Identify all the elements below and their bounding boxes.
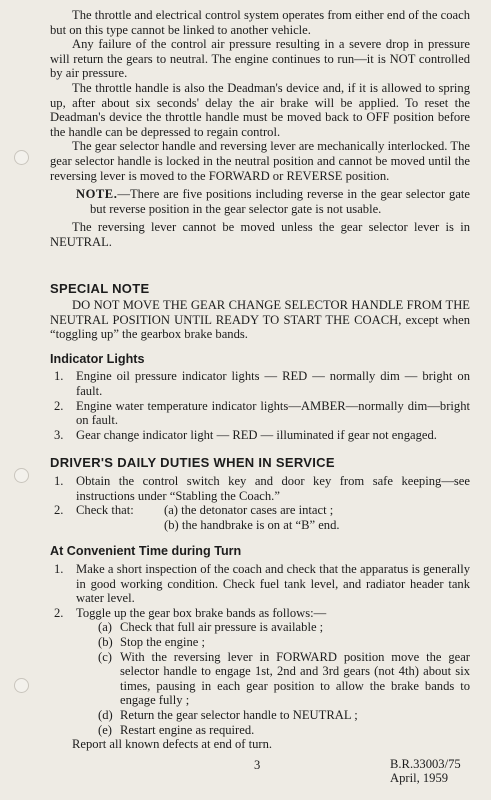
paragraph: The throttle and electrical control system operates from either end of the coach but on this type cannot be linked to another vehicle. [50,8,470,37]
binder-hole [14,150,29,165]
page-number: 3 [254,758,261,772]
list-item: 1. Obtain the control switch key and door key from safe keeping—see instructions under “Stabling the Coach.” [54,474,470,503]
list-item: 2. Toggle up the gear box brake bands as follows:— [54,605,327,620]
convenient-time-heading: At Convenient Time during Turn [50,544,242,559]
sub-item: (c) With the reversing lever in FORWARD position move the gear selector handle to engage 1st, 2nd and 3rd gears (not 4th) about six times, pausing in each gear position to allow the brake bands to engage fully ; [98,649,470,708]
drivers-duties-heading: DRIVER'S DAILY DUTIES WHEN IN SERVICE [50,455,335,471]
convenient-time-list [50,562,470,620]
list-item: 2. Engine water temperature indicator lights—AMBER—normally dim—bright on fault. [54,398,470,428]
list-item: 2. Check that: (a) the detonator cases are intact ; (b) the handbrake is on at “B” end. [54,503,340,532]
sub-item: (d) Return the gear selector handle to NEUTRAL ; [98,707,358,722]
note [76,187,470,216]
special-note-text: DO NOT MOVE THE GEAR CHANGE SELECTOR HANDLE FROM THE NEUTRAL POSITION UNTIL READY TO START THE COACH, except when “toggling up” the gearbox brake bands. [50,298,470,342]
paragraph: The throttle handle is also the Deadman's device and, if it is allowed to spring up, after about six seconds' delay the air brake will be applied. To reset the Deadman's device the throttle handle must be moved back to OFF position before the handle can be depressed to regain control. [50,80,470,139]
sub-item: (b) Stop the engine ; [98,634,205,649]
list-item: 3. Gear change indicator light — RED — illuminated if gear not engaged. [54,427,437,442]
paragraph: Any failure of the control air pressure resulting in a severe drop in pressure will return the gears to neutral. The engine continues to run—it is NOT controlled by air pressure. [50,37,470,81]
page-body [50,8,470,752]
note-label: NOTE. [76,187,118,202]
paragraph: The gear selector handle and reversing lever are mechanically interlocked. The gear selector handle is locked in the neutral position and cannot be moved until the reversing lever is moved to the FORWARD or REVERSE position. [50,139,470,183]
list-item: 1. Make a short inspection of the coach and check that the apparatus is generally in good working condition. Check fuel tank level, and radiator header tank water level. [54,562,470,606]
document-reference [390,758,461,785]
binder-hole [14,678,29,693]
indicator-lights-list [50,369,470,442]
sub-item: (e) Restart engine as required. [98,722,255,737]
sub-item: (a) Check that full air pressure is available ; [98,620,324,635]
binder-hole [14,468,29,483]
reference-date: April, 1959 [390,770,449,785]
paragraph: The reversing lever cannot be moved unless the gear selector lever is in NEUTRAL. [50,220,470,249]
list-item: 1. Engine oil pressure indicator lights — RED — normally dim — bright on fault. [54,369,470,399]
special-note-heading: SPECIAL NOTE [50,280,150,296]
closing-line: Report all known defects at end of turn. [72,737,273,752]
reference-number: B.R.33003/75 [390,757,461,771]
note-text: —There are five positions including reverse in the gear selector gate but reverse position in the gear selector gate is not usable. [90,187,470,216]
page-footer [0,752,491,792]
drivers-duties-list [50,474,470,532]
indicator-lights-heading: Indicator Lights [50,351,145,366]
